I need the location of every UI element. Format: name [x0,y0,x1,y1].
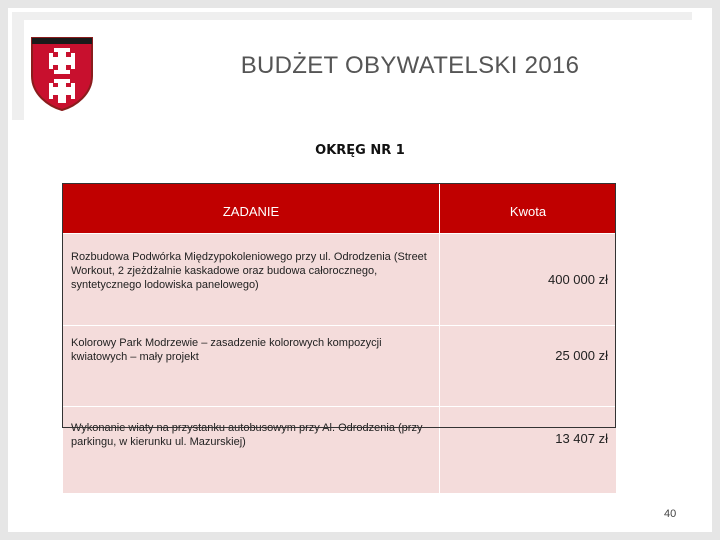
amount-cell: 25 000 zł [440,326,617,407]
district-label: OKRĘG NR 1 [315,143,405,158]
page-title: BUDŻET OBYWATELSKI 2016 [240,52,580,79]
table-row [63,234,617,326]
coat-of-arms-icon [30,36,94,112]
task-cell: Rozbudowa Podwórka Międzypokoleniowego przy ul. Odrodzenia (Street Workout, 2 zjeżdżalnie kaskadowe oraz budowa całorocznego, syntetycznego lodowiska panelowego) [63,234,440,326]
column-header-amount: Kwota [440,184,617,234]
amount-cell: 400 000 zł [440,234,617,326]
task-cell: Kolorowy Park Modrzewie – zasadzenie kolorowych kompozycji kwiatowych – mały projekt [63,326,440,407]
table-row [63,407,617,494]
budget-table [62,183,617,494]
amount-cell: 13 407 zł [440,407,617,494]
column-header-task: ZADANIE [63,184,440,234]
page-number: 40 [664,508,677,520]
table-row [63,326,617,407]
task-cell: Wykonanie wiaty na przystanku autobusowym przy Al. Odrodzenia (przy parkingu, w kierunku ul. Mazurskiej) [63,407,440,494]
table-header-row [63,184,617,234]
